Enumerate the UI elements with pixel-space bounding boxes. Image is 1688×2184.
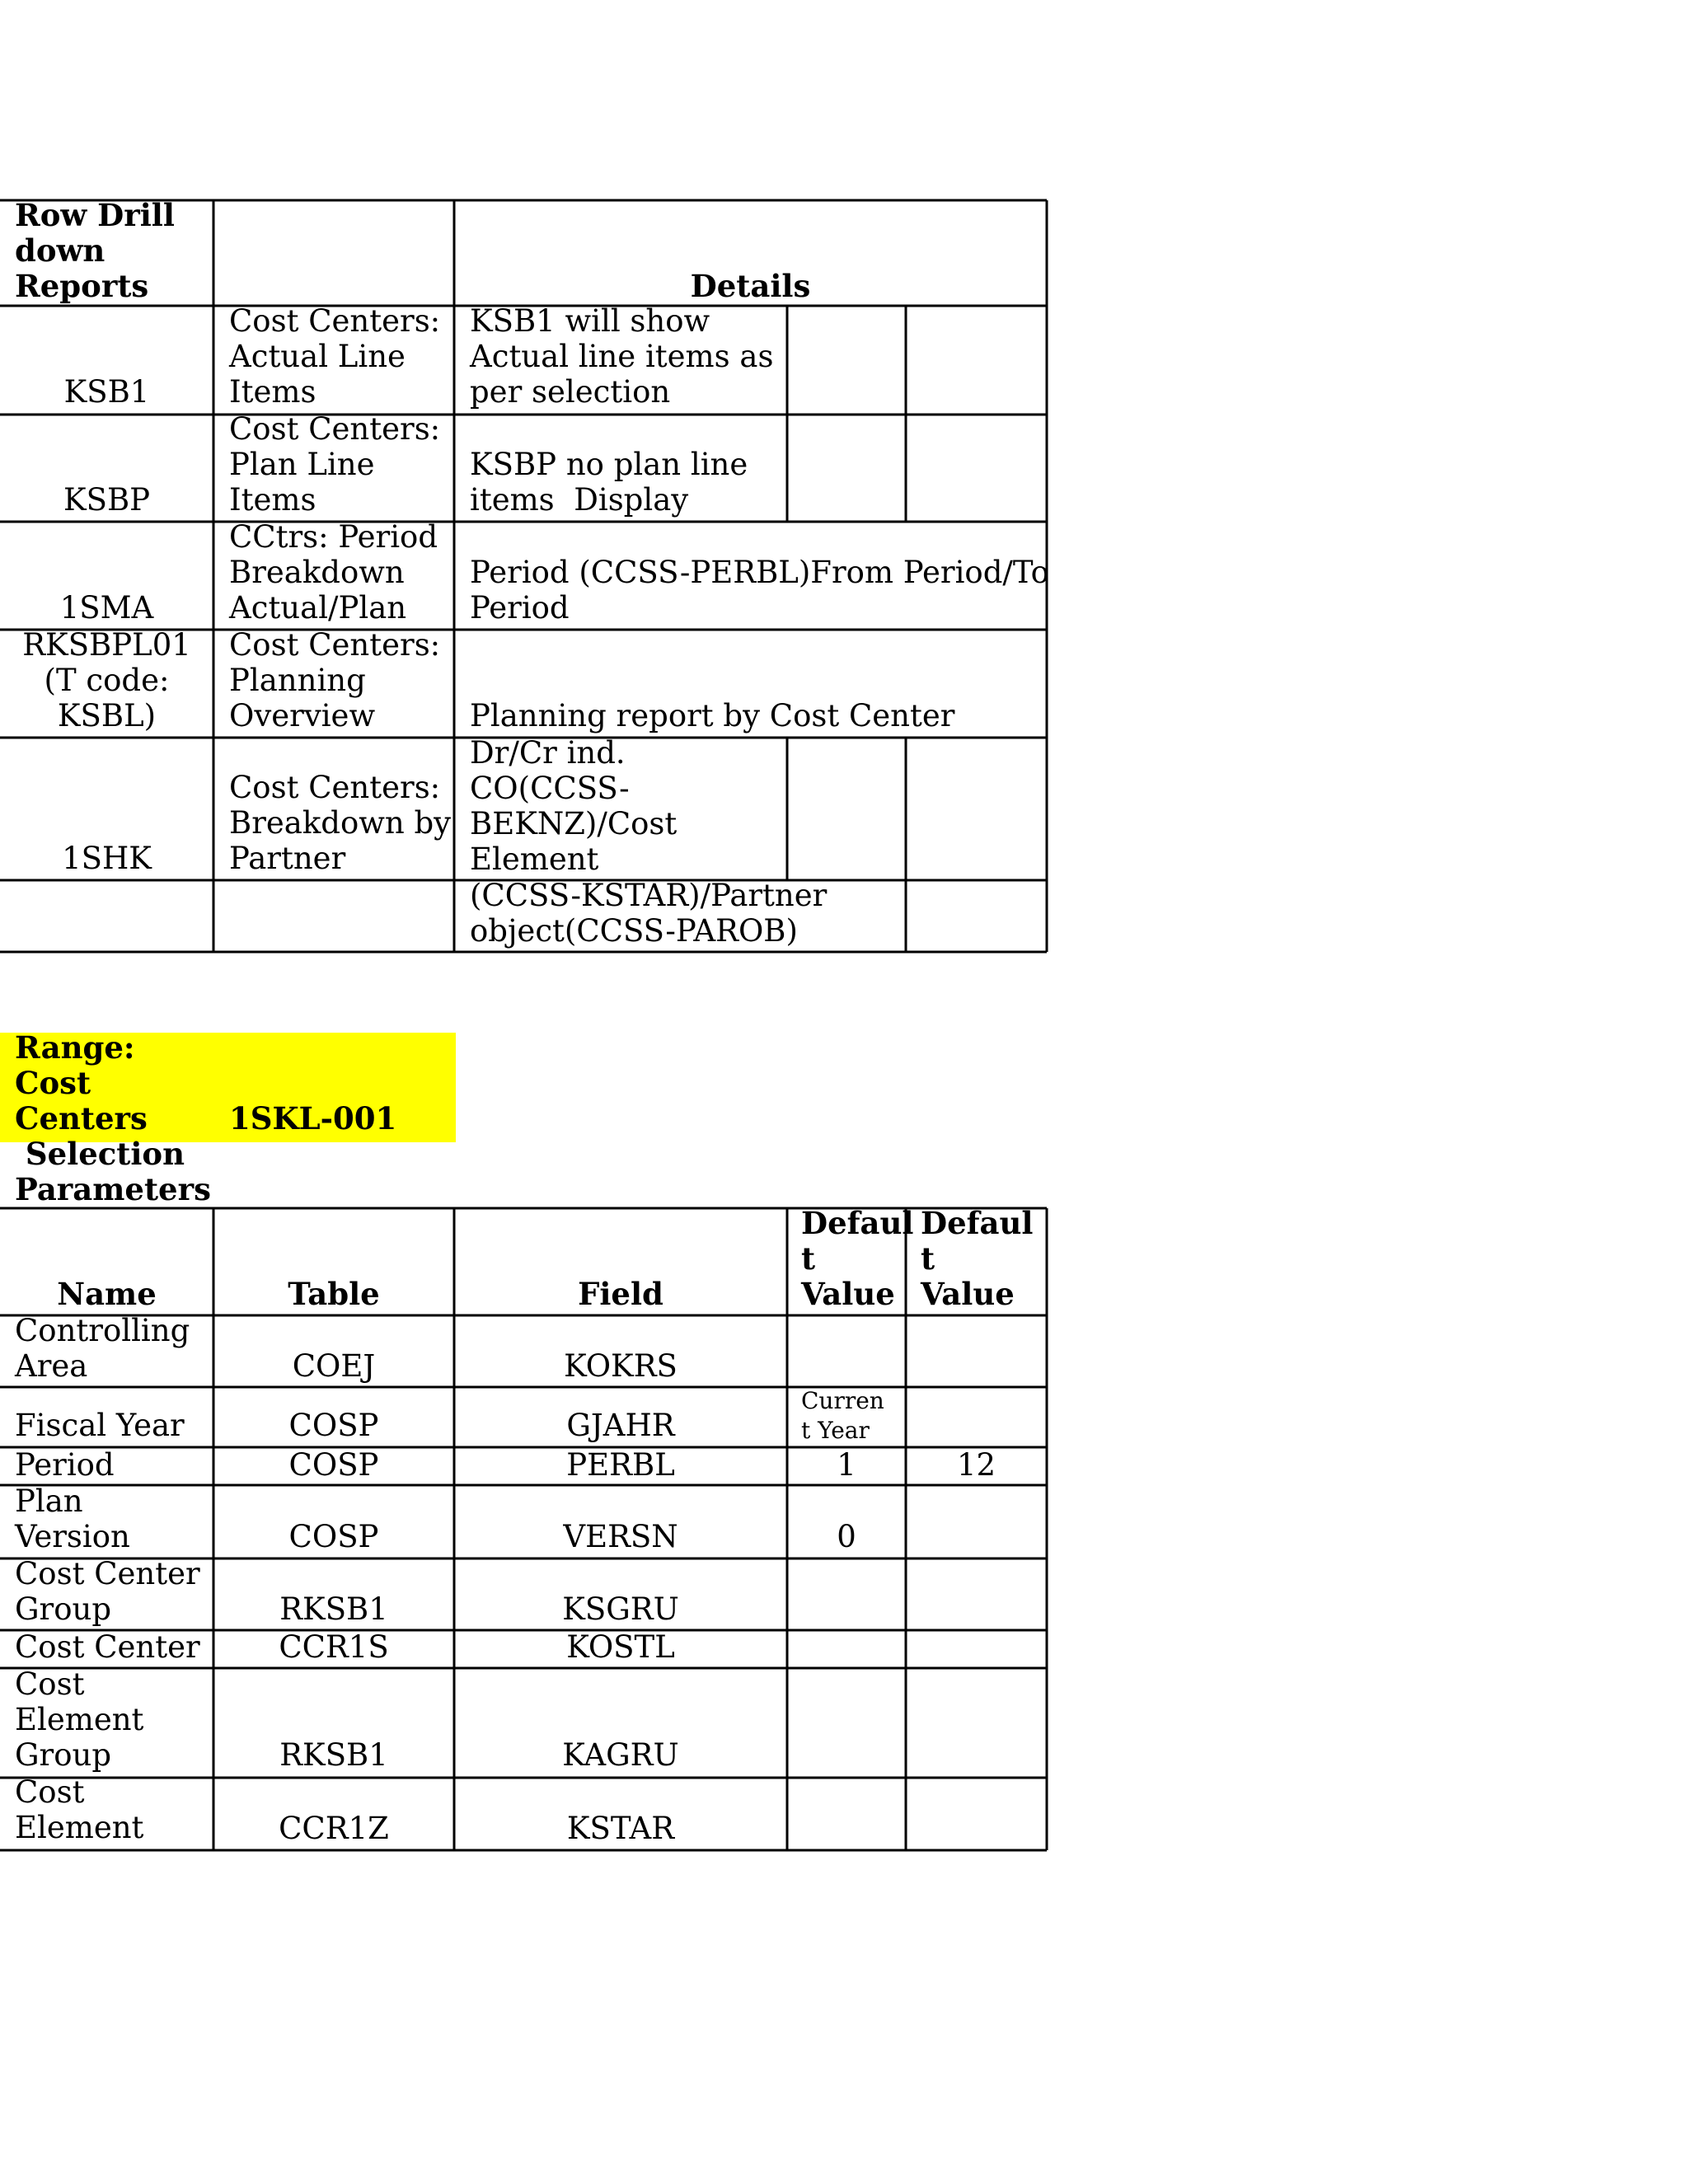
param-table: COSP <box>288 1408 379 1443</box>
param-table: COSP <box>288 1519 379 1554</box>
param-field: KSGRU <box>562 1591 679 1627</box>
param-field: PERBL <box>566 1447 675 1483</box>
report-details: Period (CCSS-PERBL)From Period/To Period <box>470 555 1049 626</box>
param-field: VERSN <box>563 1519 678 1554</box>
param-name: Cost Element Group <box>15 1666 144 1773</box>
report-code: 1SHK <box>62 841 152 876</box>
param-name: Controlling Area <box>15 1313 190 1384</box>
param-header-field: Field <box>578 1276 663 1312</box>
selection-parameters-title: Selection Parameters <box>15 1136 211 1207</box>
param-table: CCR1S <box>279 1629 389 1665</box>
report-description: Cost Centers: Actual Line Items <box>229 303 441 410</box>
param-name: Cost Center <box>15 1629 200 1665</box>
param-table: COEJ <box>292 1348 376 1384</box>
range-label: Range: Cost Centers <box>15 1029 148 1137</box>
param-field: KOKRS <box>564 1348 678 1384</box>
param-name: Cost Center Group <box>15 1556 200 1627</box>
param-table: RKSB1 <box>279 1591 388 1627</box>
report-details: Planning report by Cost Center <box>470 698 955 733</box>
param-table: RKSB1 <box>279 1737 388 1773</box>
param-header-default-to: Defaul t Value <box>921 1205 1034 1312</box>
report-code: KSBP <box>63 482 151 518</box>
report-description: Cost Centers: Planning Overview <box>229 627 441 733</box>
param-name: Fiscal Year <box>15 1408 185 1443</box>
report-description: CCtrs: Period Breakdown Actual/Plan <box>229 519 438 626</box>
report-code: 1SMA <box>59 590 154 626</box>
report-description: Cost Centers: Breakdown by Partner <box>229 770 452 876</box>
param-default-to: 12 <box>956 1447 996 1483</box>
report-description: Cost Centers: Plan Line Items <box>229 411 441 518</box>
report-code: RKSBPL01 (T code: KSBL) <box>22 627 191 733</box>
param-header-name: Name <box>57 1276 157 1312</box>
report-details: Dr/Cr ind. CO(CCSS- BEKNZ)/Cost Element <box>470 735 678 877</box>
param-table: COSP <box>288 1447 379 1483</box>
param-default-from: 1 <box>837 1447 856 1483</box>
param-field: KAGRU <box>562 1737 679 1773</box>
param-table: CCR1Z <box>279 1811 389 1846</box>
param-field: KOSTL <box>566 1629 675 1665</box>
param-header-table: Table <box>288 1276 380 1312</box>
param-name: Period <box>15 1447 115 1483</box>
report-details: KSBP no plan line items Display <box>470 447 748 518</box>
param-name: Plan Version <box>15 1483 130 1554</box>
param-header-default-from: Defaul t Value <box>801 1205 914 1312</box>
drilldown-header-details: Details <box>690 268 811 304</box>
drilldown-header-title: Row Drill down Reports <box>15 197 175 304</box>
param-default-from: Curren t Year <box>801 1387 884 1444</box>
param-field: KSTAR <box>566 1811 675 1846</box>
range-value: 1SKL-001 <box>229 1100 397 1137</box>
param-name: Cost Element <box>15 1774 144 1845</box>
report-details: (CCSS-KSTAR)/Partner object(CCSS-PAROB) <box>470 878 828 949</box>
param-default-from: 0 <box>837 1519 856 1554</box>
param-field: GJAHR <box>566 1408 675 1443</box>
report-details: KSB1 will show Actual line items as per selection <box>470 303 774 410</box>
report-code: KSB1 <box>63 374 150 410</box>
